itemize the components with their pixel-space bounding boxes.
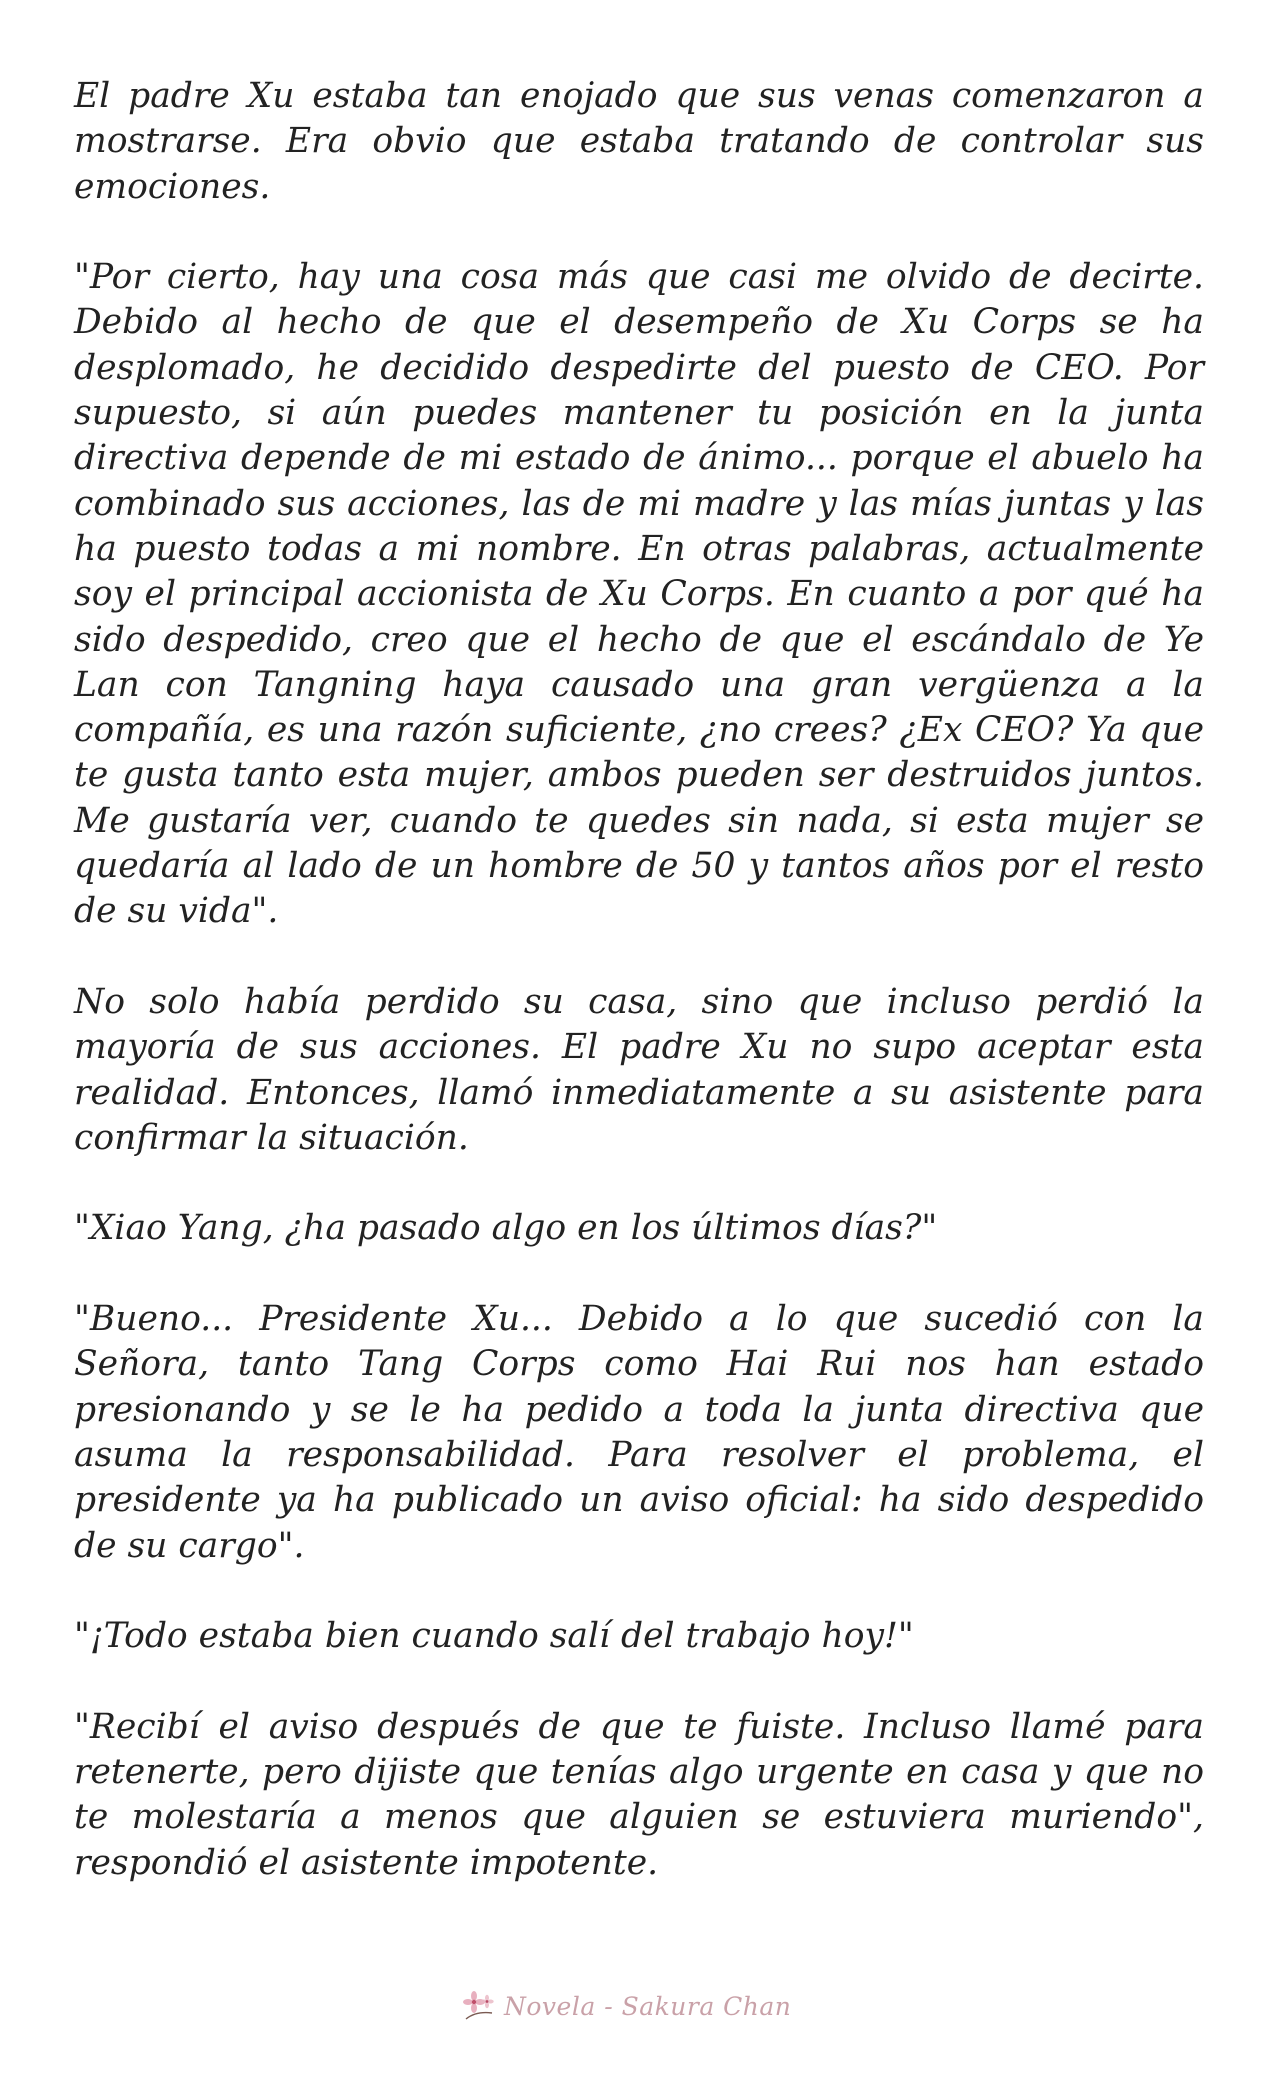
paragraph: No solo había perdido su casa, sino que incluso perdió la mayoría de sus acciones. El padre Xu no supo aceptar esta realidad. Entonces, llamó inmediatamente a su asistente para confirmar la situación. [74, 981, 1204, 1158]
paragraph: "Bueno... Presidente Xu... Debido a lo que sucedió con la Señora, tanto Tang Corps como Hai Rui nos han estado presionando y se le ha pedido a toda la junta directiva que asuma la responsabilidad. Para resolver el problema, el presidente ya ha publicado un aviso oficial: ha sido despedido de su cargo". [74, 1299, 1204, 1566]
paragraph: "¡Todo estaba bien cuando salí del trabajo hoy!" [74, 1616, 914, 1657]
paragraph: El padre Xu estaba tan enojado que sus venas comenzaron a mostrarse. Era obvio que estaba tratando de controlar sus emociones. [74, 76, 1204, 207]
watermark [462, 1986, 791, 2026]
sakura-flower-icon [462, 1989, 496, 2023]
paragraph: "Xiao Yang, ¿ha pasado algo en los últimos días?" [74, 1208, 938, 1249]
document-body [74, 74, 1204, 1931]
paragraph: "Recibí el aviso después de que te fuiste. Incluso llamé para retenerte, pero dijiste que tenías algo urgente en casa y que no te molestaría a menos que alguien se estuviera muriendo", respondió el asistente impotente. [74, 1706, 1204, 1883]
watermark-text: Novela - Sakura Chan [504, 1991, 792, 2021]
paragraph: "Por cierto, hay una cosa más que casi me olvido de decirte. Debido al hecho de que el desempeño de Xu Corps se ha desplomado, he decidido despedirte del puesto de CEO. Por supuesto, si aún puedes mantener tu posición en la junta directiva depende de mi estado de ánimo... porque el abuelo ha combinado sus acciones, las de mi madre y las mías juntas y las ha puesto todas a mi nombre. En otras palabras, actualmente soy el principal accionista de Xu Corps. En cuanto a por qué ha sido despedido, creo que el hecho de que el escándalo de Ye Lan con Tangning haya causado una gran vergüenza a la compañía, es una razón suficiente, ¿no crees? ¿Ex CEO? Ya que te gusta tanto esta mujer, ambos pueden ser destruidos juntos. Me gustaría ver, cuando te quedes sin nada, si esta mujer se quedaría al lado de un hombre de 50 y tantos años por el resto de su vida". [74, 257, 1204, 932]
